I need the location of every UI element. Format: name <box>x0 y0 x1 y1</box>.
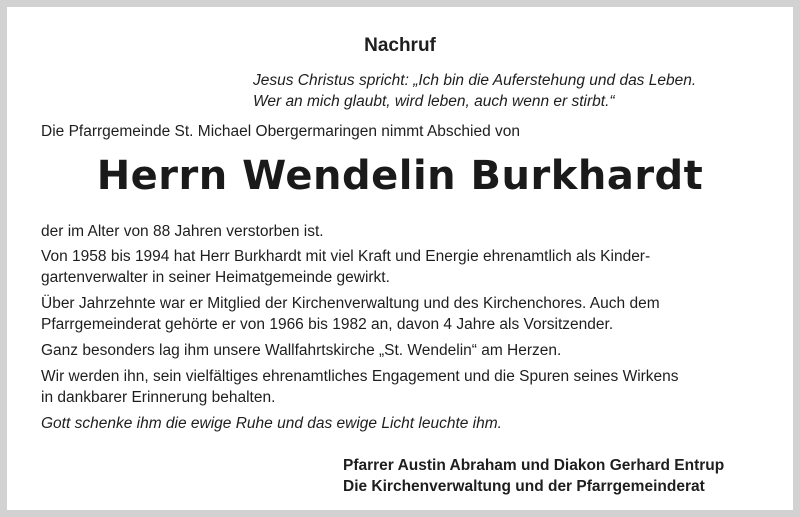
notice-heading: Nachruf <box>364 35 436 56</box>
paragraph-membership <box>41 293 660 335</box>
blessing-line: Gott schenke ihm die ewige Ruhe und das ewige Licht leuchte ihm. <box>41 415 502 432</box>
paragraph-church: Ganz besonders lag ihm unsere Wallfahrtskirche „St. Wendelin“ am Herzen. <box>41 342 562 359</box>
deceased-name: Herrn Wendelin Burkhardt <box>96 153 704 199</box>
paragraph-line: Über Jahrzehnte war er Mitglied der Kirchenverwaltung und des Kirchenchores. Auch dem <box>41 295 660 312</box>
signature-line: Die Kirchenverwaltung und der Pfarrgemeinderat <box>343 478 705 495</box>
signature-line: Pfarrer Austin Abraham und Diakon Gerhard Entrup <box>343 457 725 474</box>
notice-content <box>27 27 773 495</box>
bible-verse <box>253 70 696 112</box>
intro-text: Die Pfarrgemeinde St. Michael Obergermaringen nimmt Abschied von <box>41 123 521 140</box>
verse-line: Jesus Christus spricht: „Ich bin die Auferstehung und das Leben. <box>253 72 697 89</box>
paragraph-line: Von 1958 bis 1994 hat Herr Burkhardt mit viel Kraft und Energie ehrenamtlich als Kinder- <box>41 248 651 265</box>
paragraph-service <box>41 246 650 288</box>
paragraph-line: in dankbarer Erinnerung behalten. <box>41 389 276 406</box>
verse-line: Wer an mich glaubt, wird leben, auch wenn er stirbt.“ <box>253 93 615 110</box>
paragraph-line: Pfarrgemeinderat gehörte er von 1966 bis 1982 an, davon 4 Jahre als Vorsitzender. <box>41 316 614 333</box>
paragraph-line: Wir werden ihn, sein vielfältiges ehrenamtliches Engagement und die Spuren seines Wirkens <box>41 368 679 385</box>
paragraph-line: gartenverwalter in seiner Heimatgemeinde gewirkt. <box>41 269 390 286</box>
signature-block <box>343 455 724 497</box>
paragraph-remembrance <box>41 366 679 408</box>
age-line: der im Alter von 88 Jahren verstorben ist. <box>41 223 324 240</box>
